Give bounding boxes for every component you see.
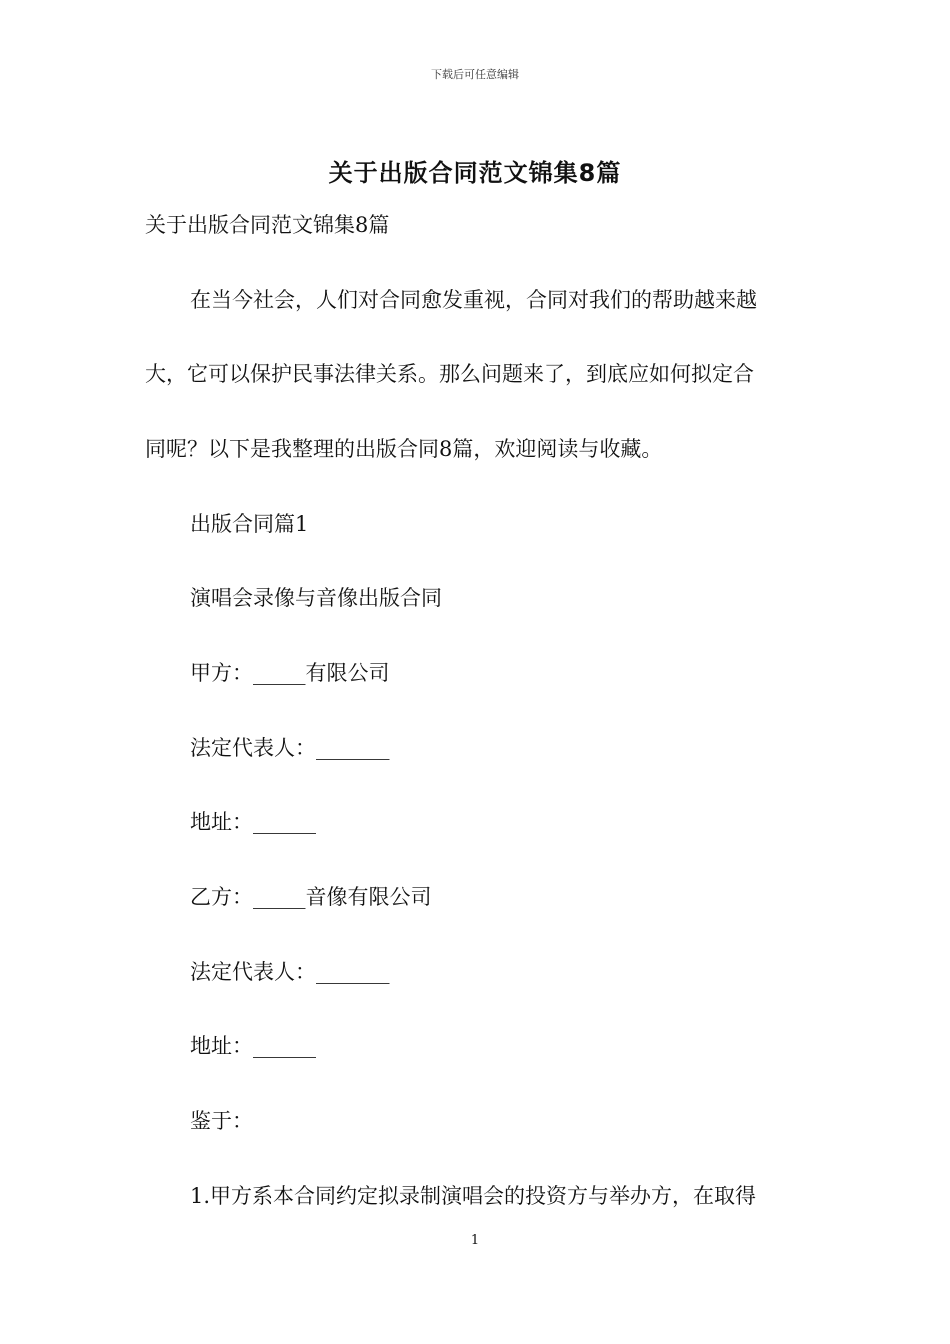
page-number: 1 xyxy=(470,1233,480,1248)
party-b: 乙方：_____音像有限公司 xyxy=(190,885,432,909)
party-b-address: 地址：______ xyxy=(190,1034,316,1058)
document-title: 关于出版合同范文锦集8篇 xyxy=(328,159,622,187)
document-subtitle: 关于出版合同范文锦集8篇 xyxy=(145,213,390,237)
party-a-representative: 法定代表人：_______ xyxy=(190,736,390,760)
contract-title: 演唱会录像与音像出版合同 xyxy=(190,586,442,610)
whereas-heading: 鉴于： xyxy=(190,1109,253,1133)
intro-line-2: 大，它可以保护民事法律关系。那么问题来了，到底应如何拟定合 xyxy=(145,362,754,386)
party-a: 甲方：_____有限公司 xyxy=(190,661,390,685)
intro-line-3: 同呢？以下是我整理的出版合同8篇，欢迎阅读与收藏。 xyxy=(145,437,663,461)
section-heading: 出版合同篇1 xyxy=(190,512,309,536)
party-a-address: 地址：______ xyxy=(190,810,316,834)
intro-line-1: 在当今社会，人们对合同愈发重视，合同对我们的帮助越来越 xyxy=(190,288,757,312)
header-note: 下载后可任意编辑 xyxy=(431,68,519,81)
party-b-representative: 法定代表人：_______ xyxy=(190,960,390,984)
clause-1: 1.甲方系本合同约定拟录制演唱会的投资方与举办方，在取得 xyxy=(190,1184,757,1208)
